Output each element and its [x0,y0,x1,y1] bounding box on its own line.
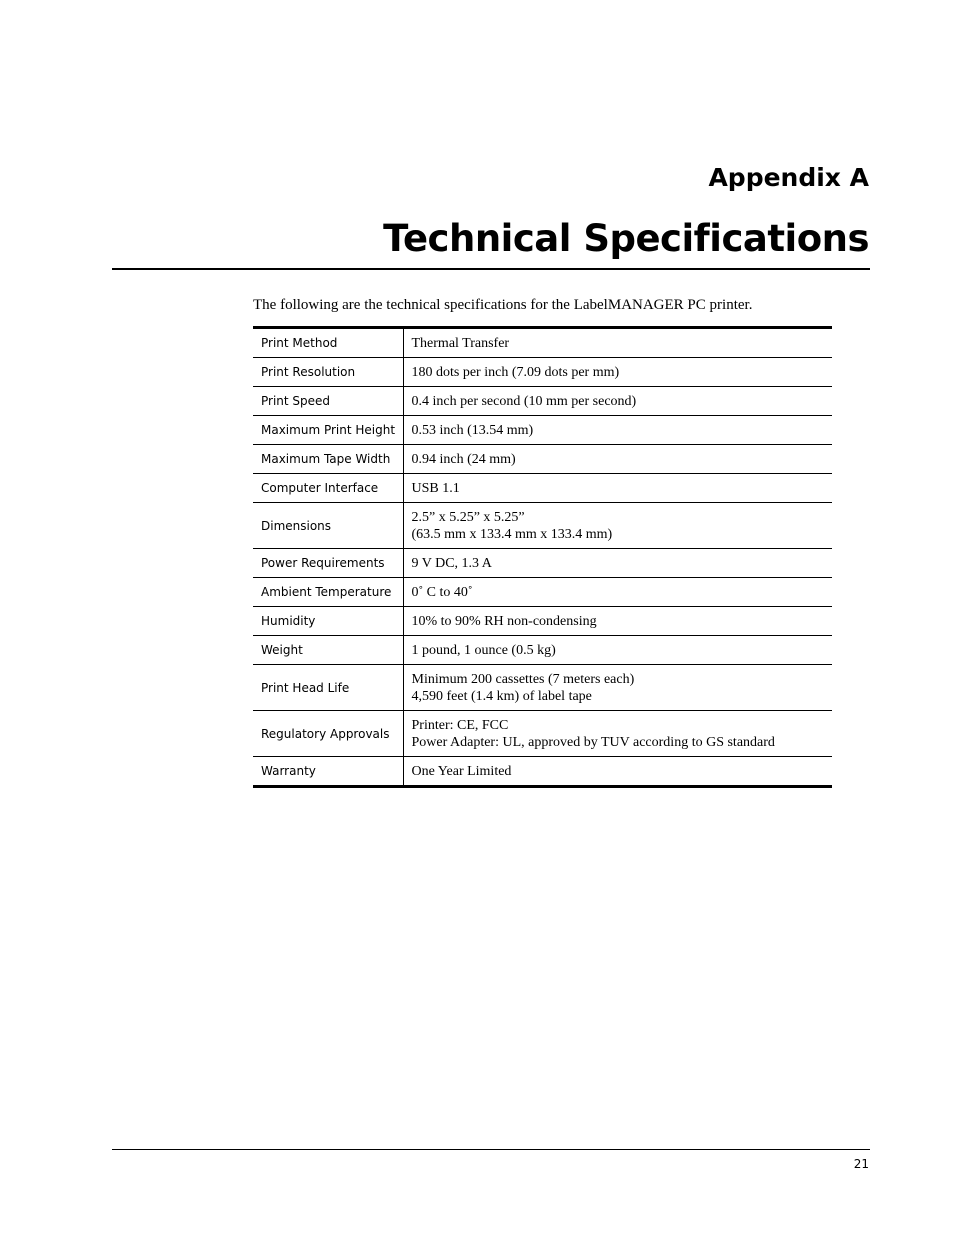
table-row [253,607,832,636]
spec-value-line: 0.53 inch (13.54 mm) [411,422,534,438]
table-row [253,549,832,578]
appendix-label: Appendix A [708,163,869,192]
table-row [253,665,832,711]
spec-value-line: One Year Limited [411,763,512,779]
spec-value [403,474,832,503]
spec-value [403,503,832,549]
spec-label: Weight [253,636,403,665]
spec-value-line: Power Adapter: UL, approved by TUV according to GS standard [411,734,775,750]
spec-label: Humidity [253,607,403,636]
spec-value [403,358,832,387]
spec-value-line: Minimum 200 cassettes (7 meters each) [411,671,635,687]
spec-value-line: 0.94 inch (24 mm) [411,451,516,467]
table-row [253,474,832,503]
spec-label: Power Requirements [253,549,403,578]
title-divider [112,268,870,270]
spec-value-line: 0˚ C to 40˚ [411,584,473,600]
spec-label: Ambient Temperature [253,578,403,607]
spec-value [403,607,832,636]
spec-value [403,757,832,787]
spec-value [403,636,832,665]
spec-value-line: USB 1.1 [411,480,460,496]
spec-value [403,549,832,578]
spec-value-line: 10% to 90% RH non-condensing [411,613,597,629]
spec-value-line: 2.5” x 5.25” x 5.25” [411,509,525,525]
spec-value [403,416,832,445]
spec-label: Maximum Tape Width [253,445,403,474]
spec-label: Regulatory Approvals [253,711,403,757]
spec-value-line: 1 pound, 1 ounce (0.5 kg) [411,642,556,658]
spec-value-line: (63.5 mm x 133.4 mm x 133.4 mm) [411,526,613,542]
spec-label: Dimensions [253,503,403,549]
spec-value-line: Thermal Transfer [411,335,510,351]
spec-value [403,578,832,607]
spec-label: Print Speed [253,387,403,416]
spec-value [403,665,832,711]
specifications-table [253,326,832,788]
table-row [253,445,832,474]
spec-value-line: 9 V DC, 1.3 A [411,555,492,571]
table-row [253,636,832,665]
spec-label: Print Head Life [253,665,403,711]
spec-label: Print Resolution [253,358,403,387]
table-row [253,387,832,416]
table-row [253,328,832,358]
spec-value-line: 4,590 feet (1.4 km) of label tape [411,688,592,704]
table-row [253,358,832,387]
table-row [253,711,832,757]
table-row [253,757,832,787]
spec-value [403,445,832,474]
spec-label: Print Method [253,328,403,358]
spec-label: Warranty [253,757,403,787]
table-row [253,416,832,445]
table-row [253,578,832,607]
spec-label: Maximum Print Height [253,416,403,445]
page-title: Technical Specifications [383,217,869,260]
footer-divider [112,1149,870,1150]
intro-paragraph: The following are the technical specifications for the LabelMANAGER PC printer. [253,297,753,313]
spec-label: Computer Interface [253,474,403,503]
page-number: 21 [853,1157,869,1171]
table-row [253,503,832,549]
spec-value [403,711,832,757]
spec-value [403,387,832,416]
spec-value [403,328,832,358]
spec-value-line: Printer: CE, FCC [411,717,509,733]
spec-value-line: 0.4 inch per second (10 mm per second) [411,393,637,409]
spec-value-line: 180 dots per inch (7.09 dots per mm) [411,364,620,380]
